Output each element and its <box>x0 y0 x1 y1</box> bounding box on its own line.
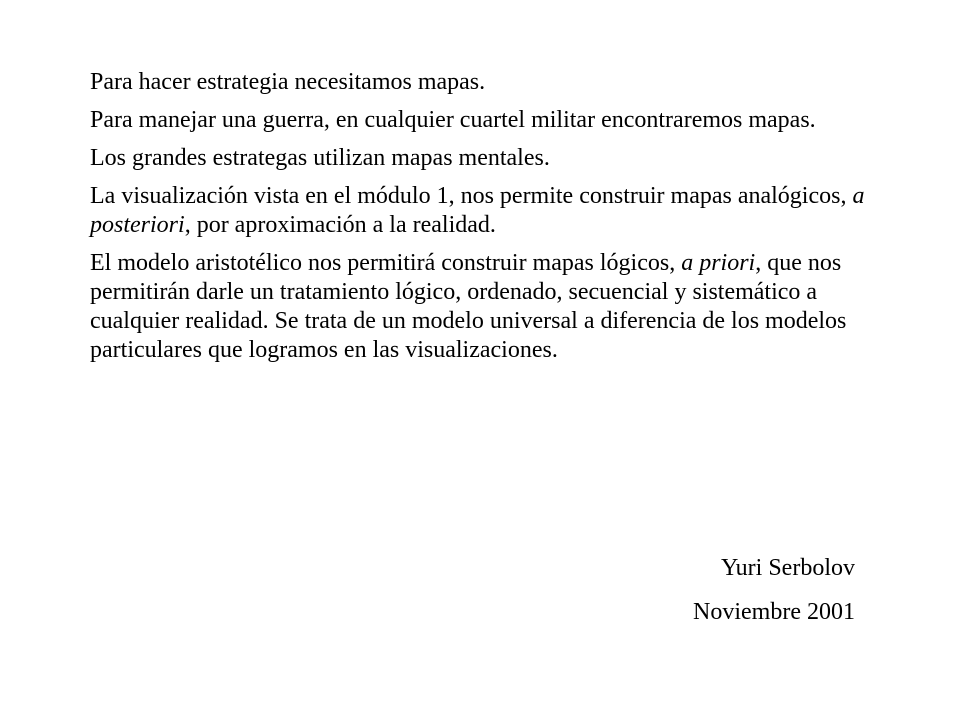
paragraph-4-emphasis: a posteriori <box>90 183 865 238</box>
paragraph-2: Para manejar una guerra, en cualquier cuartel militar encontraremos mapas. <box>90 107 816 133</box>
signature-date: Noviembre 2001 <box>693 599 855 625</box>
paragraph-4-text-a: La visualización vista en el módulo 1, nos permite construir mapas analógicos, <box>90 183 853 209</box>
signature-author: Yuri Serbolov <box>721 555 855 581</box>
paragraph-1: Para hacer estrategia necesitamos mapas. <box>90 69 486 95</box>
paragraph-4 <box>90 182 870 240</box>
paragraph-5-text-a: El modelo aristotélico nos permitirá construir mapas lógicos, <box>90 250 682 276</box>
paragraph-3: Los grandes estrategas utilizan mapas mentales. <box>90 145 550 171</box>
body-text <box>90 68 870 374</box>
paragraph-4-text-b: , por aproximación a la realidad. <box>184 212 496 238</box>
paragraph-5-emphasis: a priori <box>681 250 756 276</box>
paragraph-5 <box>90 249 870 365</box>
paragraph-5-text-b: , que nos permitirán darle un tratamiento lógico, ordenado, secuencial y sistemático a cualquier realidad. Se trata de un modelo universal a diferencia de los modelos particulares que logramos en las visualizaciones. <box>90 250 847 363</box>
